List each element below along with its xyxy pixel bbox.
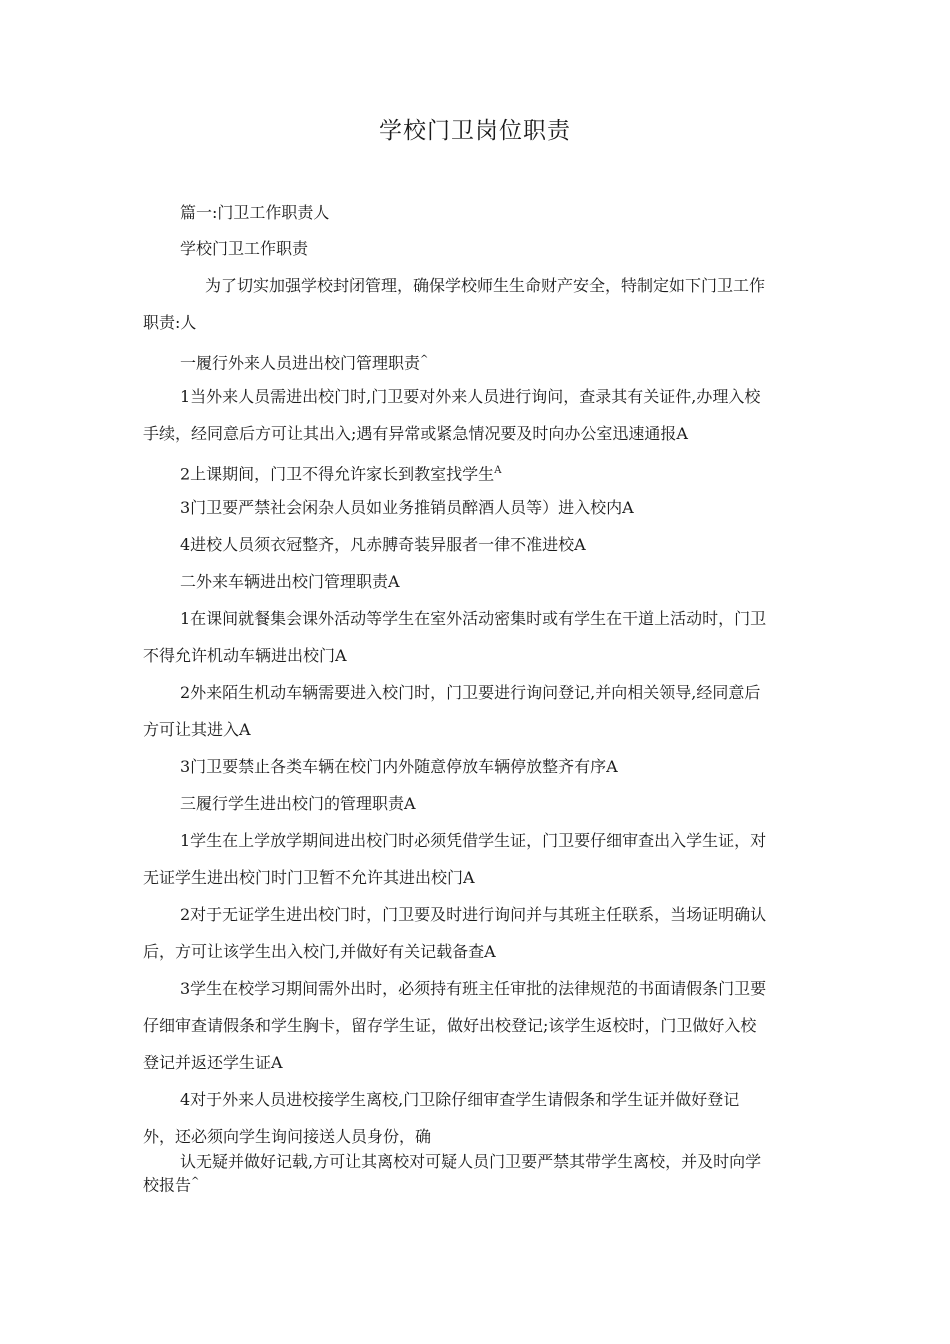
caret-mark: ^ (420, 354, 429, 365)
paragraph-line: 后，方可让该学生出入校门,并做好有关记载备查A (143, 942, 496, 961)
paragraph-line: 2对于无证学生进出校门时，门卫要及时进行询问并与其班主任联系，当场证明确认 (180, 905, 767, 924)
item-heading: 三履行学生进出校门的管理职责A (180, 794, 416, 813)
paragraph-line: 为了切实加强学校封闭管理，确保学校师生生命财产安全，特制定如下门卫工作 (205, 276, 766, 295)
paragraph-line: 手续，经同意后方可让其出入;遇有异常或紧急情况要及时向办公室迅速通报A (143, 424, 688, 443)
paragraph-line: 方可让其进入A (143, 720, 251, 739)
paragraph-line: 外，还必须向学生询问接送人员身份，确 (143, 1127, 432, 1146)
paragraph-line: 4对于外来人员进校接学生离校,门卫除仔细审查学生请假条和学生证并做好登记 (180, 1090, 740, 1109)
paragraph-line: 2外来陌生机动车辆需要进入校门时，门卫要进行询问登记,并向相关领导,经同意后 (180, 683, 761, 702)
paragraph-line: 不得允许机动车辆进出校门A (143, 646, 347, 665)
subheading: 学校门卫工作职责 (180, 239, 309, 258)
paragraph-line: 1学生在上学放学期间进出校门时必须凭借学生证，门卫要仔细审查出入学生证，对 (180, 831, 767, 850)
paragraph-line: 仔细审查请假条和学生胸卡，留存学生证，做好出校登记;该学生返校时，门卫做好入校 (143, 1016, 757, 1035)
paragraph-line: 3学生在校学习期间需外出时，必须持有班主任审批的法律规范的书面请假条门卫要 (180, 979, 767, 998)
paragraph-line: 3门卫要严禁社会闲杂人员如业务推销员醉酒人员等）进入校内A (180, 498, 634, 517)
paragraph-line: 职责:人 (143, 313, 197, 332)
paragraph-text: 校报告 (143, 1175, 192, 1195)
paragraph-line (143, 1172, 199, 1195)
paragraph-line: 无证学生进出校门时门卫暂不允许其进出校门A (143, 868, 475, 887)
paragraph-line: 3门卫要禁止各类车辆在校门内外随意停放车辆停放整齐有序A (180, 757, 618, 776)
paragraph-line: 1当外来人员需进出校门时,门卫要对外来人员进行询问，查录其有关证件,办理入校 (180, 387, 761, 406)
document-title: 学校门卫岗位职责 (379, 118, 571, 144)
paragraph-text: 2上课期间，门卫不得允许家长到教室找学生 (180, 464, 495, 484)
paragraph-line: 4进校人员须衣冠整齐，凡赤膊奇装异服者一律不准进校A (180, 535, 586, 554)
paragraph-line: 登记并返还学生证A (143, 1053, 283, 1072)
item-heading: 二外来车辆进出校门管理职责A (180, 572, 400, 591)
paragraph-line: 认无疑并做好记载,方可让其离校对可疑人员门卫要严禁其带学生离校，并及时向学 (180, 1152, 762, 1171)
small-a-mark: A (494, 465, 502, 476)
item-heading (180, 350, 428, 373)
caret-mark: ^ (191, 1176, 200, 1187)
item-heading-text: 一履行外来人员进出校门管理职责 (180, 353, 421, 373)
section-heading: 篇一:门卫工作职责人 (180, 203, 330, 222)
paragraph-line: 1在课间就餐集会课外活动等学生在室外活动密集时或有学生在干道上活动时，门卫 (180, 609, 767, 628)
paragraph-line (180, 461, 501, 484)
